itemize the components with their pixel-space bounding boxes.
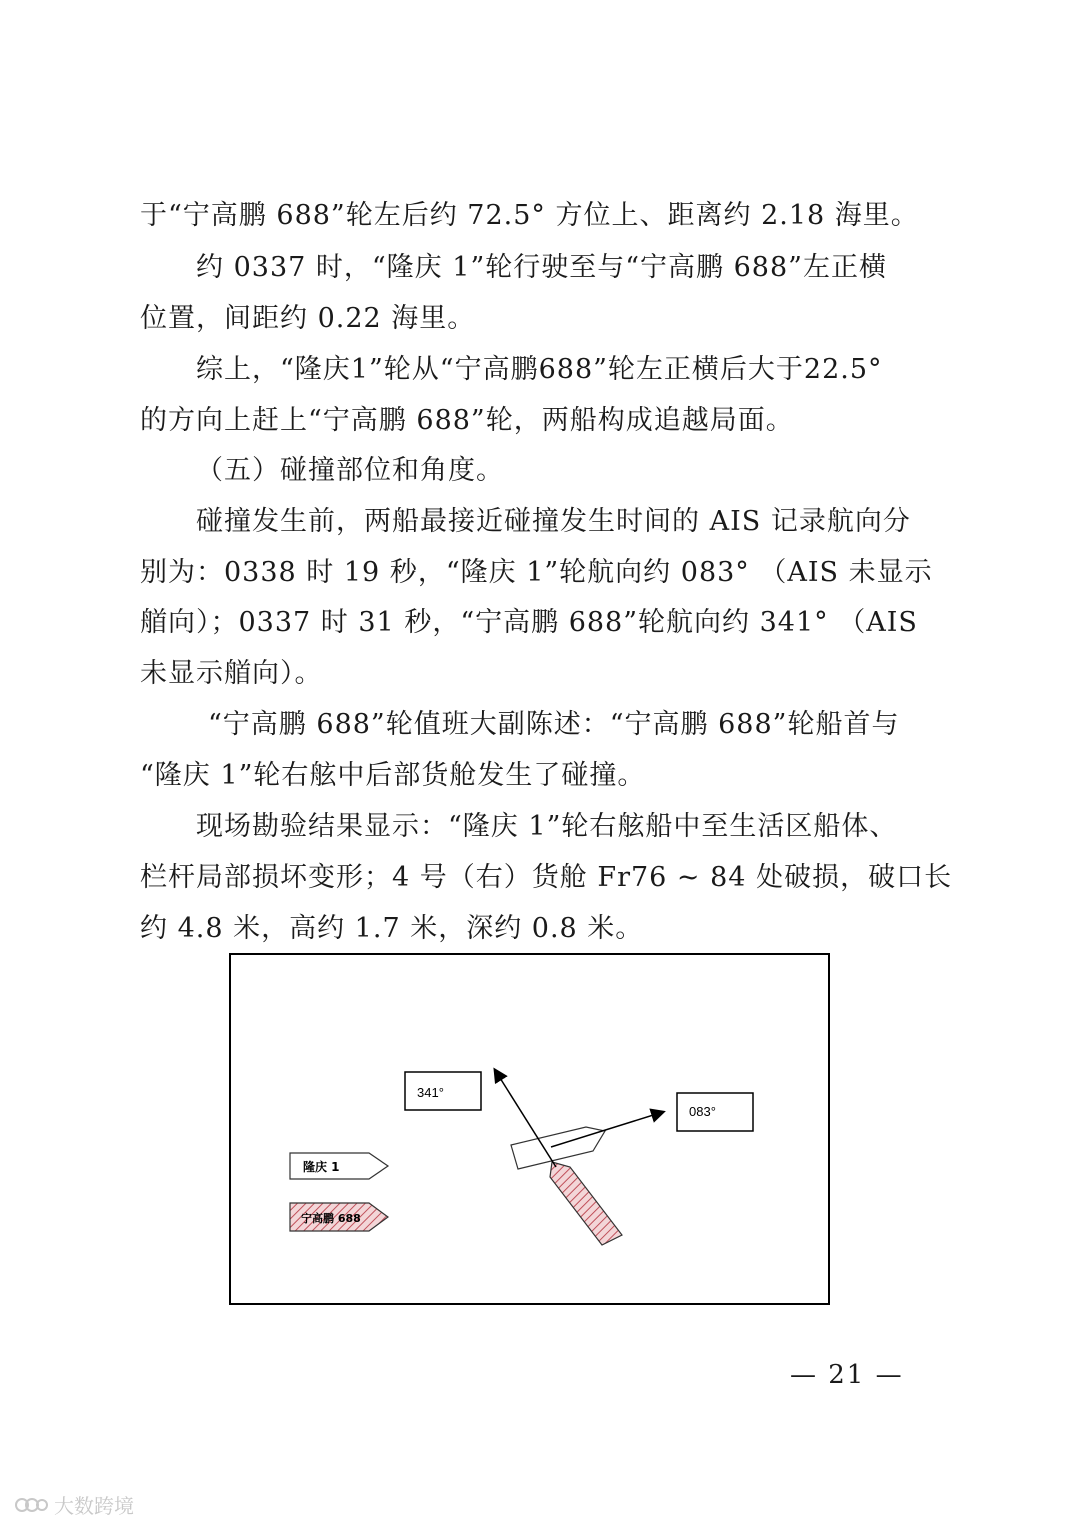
legend-ninggaopeng-label: 宁高鹏 688	[301, 1212, 361, 1225]
paragraph-line: “隆庆 1”轮右舷中后部货舱发生了碰撞。	[140, 760, 646, 791]
collision-diagram	[229, 953, 830, 1305]
paragraph-line: 约 4.8 米，高约 1.7 米，深约 0.8 米。	[140, 913, 644, 944]
collision-diagram-svg	[231, 955, 828, 1303]
legend-longqing-label: 隆庆 1	[303, 1160, 340, 1174]
paragraph-line: 现场勘验结果显示：“隆庆 1”轮右舷船中至生活区船体、	[196, 811, 898, 842]
paragraph-line: 碰撞发生前，两船最接近碰撞发生时间的 AIS 记录航向分	[196, 506, 911, 537]
section-heading: （五）碰撞部位和角度。	[196, 455, 504, 486]
ship-ninggaopeng-hull	[550, 1162, 622, 1245]
paragraph-line: 未显示艏向）。	[140, 658, 323, 689]
paragraph-line: 的方向上赶上“宁高鹏 688”轮，两船构成追越局面。	[140, 405, 794, 436]
page-number: — 21 —	[790, 1360, 904, 1390]
label-083: 083°	[689, 1104, 716, 1119]
paragraph-line: 别为：0338 时 19 秒，“隆庆 1”轮航向约 083° （AIS 未显示	[140, 557, 933, 588]
paragraph-line: 约 0337 时，“隆庆 1”轮行驶至与“宁高鹏 688”左正横	[196, 252, 887, 283]
watermark	[14, 1490, 134, 1519]
paragraph-line: 位置，间距约 0.22 海里。	[140, 303, 476, 334]
paragraph-line: 艏向）；0337 时 31 秒，“宁高鹏 688”轮航向约 341° （AIS	[140, 607, 918, 638]
watermark-logo-icon	[14, 1494, 48, 1516]
paragraph-line: 于“宁高鹏 688”轮左后约 72.5° 方位上、距离约 2.18 海里。	[140, 200, 919, 231]
watermark-text: 大数跨境	[54, 1494, 134, 1518]
paragraph-line: 综上，“隆庆1”轮从“宁高鹏688”轮左正横后大于22.5°	[196, 354, 883, 385]
label-341: 341°	[417, 1085, 444, 1100]
heading-arrow-083	[551, 1112, 663, 1147]
ship-longqing-hull	[511, 1127, 605, 1169]
paragraph-line: “宁高鹏 688”轮值班大副陈述：“宁高鹏 688”轮船首与	[208, 709, 900, 740]
paragraph-line: 栏杆局部损坏变形；4 号（右）货舱 Fr76 ~ 84 处破损，破口长	[140, 862, 953, 893]
